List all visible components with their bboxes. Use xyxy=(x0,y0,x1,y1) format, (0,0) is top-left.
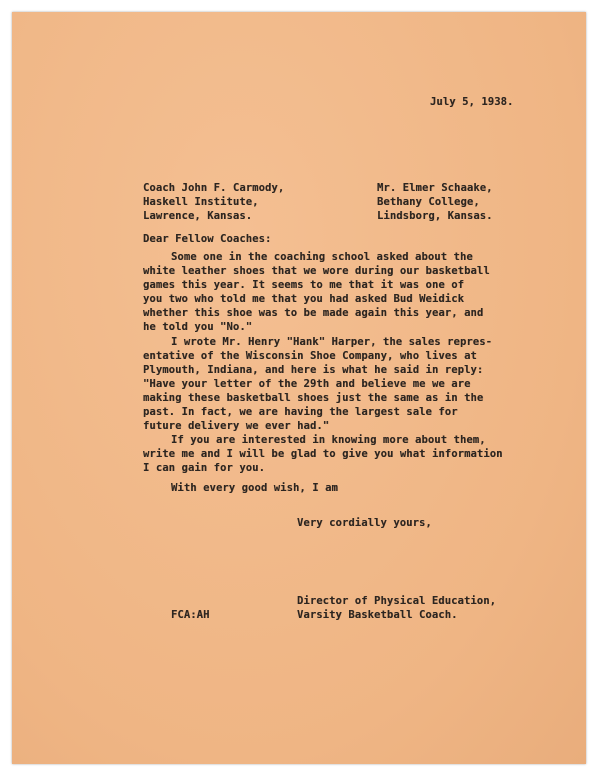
paragraph-line: I can gain for you. xyxy=(143,462,266,474)
paragraph-line: white leather shoes that we wore during our basketball xyxy=(143,265,490,277)
paragraph-line: If you are interested in knowing more about them, xyxy=(171,434,486,446)
recipient-left-line: Haskell Institute, xyxy=(143,196,259,208)
paragraph-line: I wrote Mr. Henry "Hank" Harper, the sales repres- xyxy=(171,336,493,348)
paragraph-line: past. In fact, we are having the largest sale for xyxy=(143,406,458,418)
salutation: Dear Fellow Coaches: xyxy=(143,233,272,245)
recipient-right xyxy=(377,181,493,223)
paragraph-line: making these basketball shoes just the same as in the xyxy=(143,392,484,404)
recipient-left-line: Lawrence, Kansas. xyxy=(143,210,253,222)
recipient-left xyxy=(143,181,284,223)
letter-page xyxy=(12,12,586,764)
paragraph-line: you two who told me that you had asked Bud Weidick xyxy=(143,293,465,305)
signature-title-line: Varsity Basketball Coach. xyxy=(297,609,458,621)
paragraph-line: games this year. It seems to me that it was one of xyxy=(143,279,465,291)
paragraph-line: Plymouth, Indiana, and here is what he said in reply: xyxy=(143,364,484,376)
recipient-right-line: Lindsborg, Kansas. xyxy=(377,210,493,222)
recipient-right-line: Mr. Elmer Schaake, xyxy=(377,182,493,194)
closing-line: With every good wish, I am xyxy=(171,482,338,494)
paragraph-3 xyxy=(143,433,503,475)
paragraph-line: write me and I will be glad to give you what information xyxy=(143,448,503,460)
typist-initials: FCA:AH xyxy=(171,609,210,621)
paragraph-line: whether this shoe was to be made again this year, and xyxy=(143,307,484,319)
paragraph-line: Some one in the coaching school asked about the xyxy=(171,251,473,263)
paragraph-2 xyxy=(143,335,493,433)
complimentary-close: Very cordially yours, xyxy=(297,517,432,529)
signature-title-line: Director of Physical Education, xyxy=(297,595,497,607)
paragraph-line: he told you "No." xyxy=(143,321,253,333)
recipient-left-line: Coach John F. Carmody, xyxy=(143,182,285,194)
paragraph-line: future delivery we ever had." xyxy=(143,420,330,432)
signature-block xyxy=(297,594,496,622)
paragraph-line: entative of the Wisconsin Shoe Company, who lives at xyxy=(143,350,477,362)
paragraph-line: "Have your letter of the 29th and believe me we are xyxy=(143,378,471,390)
letter-date: July 5, 1938. xyxy=(430,96,514,108)
recipient-right-line: Bethany College, xyxy=(377,196,480,208)
paragraph-1 xyxy=(143,250,490,334)
